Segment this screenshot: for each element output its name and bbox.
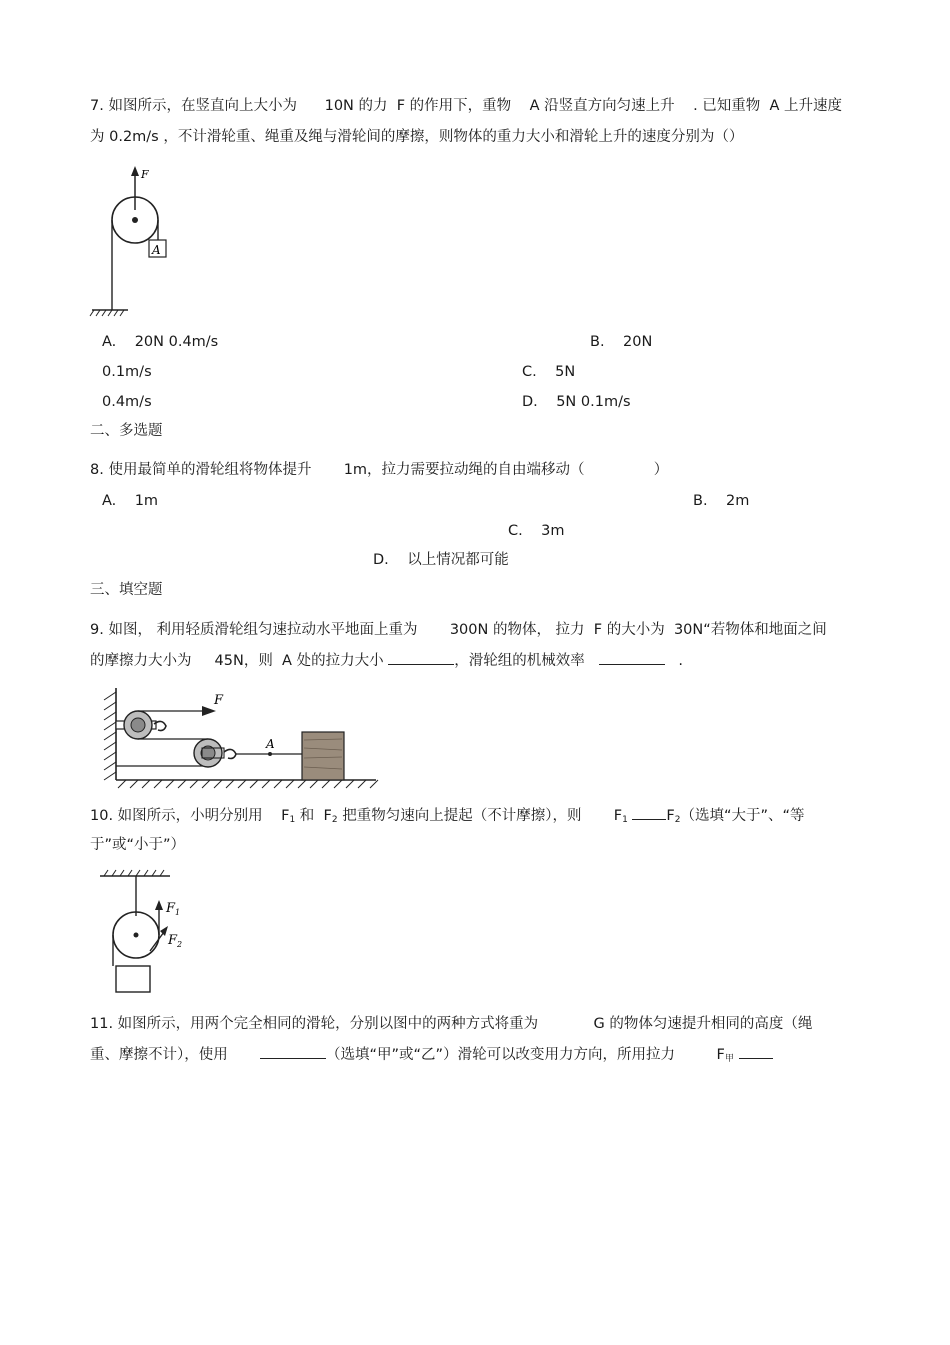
- q10-line-1: [90, 805, 805, 830]
- q7-option-b-cont: 0.1m/s: [102, 364, 152, 380]
- q7-line-2: 为 0.2m/s ，不计滑轮重、绳重及绳与滑轮间的摩擦，则物体的重力大小和滑轮上升的速度分别为（）: [90, 129, 744, 145]
- q10-f2-label: [167, 933, 182, 949]
- q9-line-2: [90, 650, 683, 671]
- q10-blank[interactable]: [632, 805, 666, 820]
- q7-figure: [88, 162, 188, 322]
- q7-force-label: F: [141, 168, 149, 181]
- q10-line-2: 于”或“小于”）: [90, 837, 186, 853]
- q10-sub-3: 1: [622, 815, 628, 825]
- q11-blank-1[interactable]: [260, 1044, 326, 1059]
- q10-f2-letter: F: [168, 933, 178, 948]
- q8-line-1: 8. 使用最简单的滑轮组将物体提升 1m，拉力需要拉动绳的自由端移动（ ）: [90, 462, 669, 478]
- q8-option-c[interactable]: C. 3m: [508, 523, 565, 539]
- q9-figure: [96, 684, 386, 794]
- q10-f2-sub: 2: [177, 940, 183, 949]
- q11-sub: 甲: [724, 1054, 734, 1064]
- q7-option-d[interactable]: D. 5N 0.1m/s: [522, 394, 631, 410]
- q9-point-a-label: A: [266, 737, 275, 751]
- q10-f1-letter: F: [166, 901, 176, 916]
- q9-blank-2[interactable]: [599, 650, 665, 665]
- q11-line-2: [90, 1044, 773, 1069]
- q10-f1-label: [165, 901, 180, 917]
- q10-sub-1: 1: [289, 815, 296, 825]
- q7-option-c[interactable]: C. 5N: [522, 364, 576, 380]
- q10-text-e: F: [666, 808, 675, 824]
- q9-force-label: F: [214, 693, 224, 708]
- q9-text-b: ，滑轮组的机械效率: [454, 653, 599, 669]
- q10-text-a: 10. 如图所示，小明分别用 F: [90, 808, 290, 824]
- q10-sub-4: 2: [674, 815, 681, 825]
- q8-option-b[interactable]: B. 2m: [693, 493, 750, 509]
- q7-option-c-cont: 0.4m/s: [102, 394, 152, 410]
- q11-text-a: 重、摩擦不计），使用: [90, 1047, 261, 1063]
- q10-text-b: 和 F: [295, 808, 332, 824]
- q11-text-b: （选填“甲”或“乙”）滑轮可以改变用力方向，所用拉力 F: [326, 1047, 725, 1063]
- q9-blank-1[interactable]: [388, 650, 454, 665]
- q7-option-a[interactable]: A. 20N 0.4m/s: [102, 334, 219, 350]
- q7-block-label: A: [152, 243, 161, 257]
- q8-option-a[interactable]: A. 1m: [102, 493, 159, 509]
- q10-figure: [96, 868, 206, 996]
- q11-blank-2[interactable]: [739, 1044, 773, 1059]
- q9-text-c: .: [664, 653, 683, 669]
- section-heading-multi-choice: 二、多选题: [90, 423, 163, 439]
- q9-text-a: 的摩擦力大小为 45N，则 A 处的拉力大小: [90, 653, 389, 669]
- q10-text-f: （选填“大于”、“等: [680, 808, 805, 824]
- q10-text-c: 把重物匀速向上提起（不计摩擦），则 F: [337, 808, 623, 824]
- q10-sub-2: 2: [331, 815, 338, 825]
- q10-f1-sub: 1: [175, 908, 181, 917]
- q7-line-1: 7. 如图所示，在竖直向上大小为 10N 的力 F 的作用下，重物 A 沿竖直方向匀速上升 . 已知重物 A 上升速度: [90, 98, 843, 114]
- q9-line-1: 9. 如图， 利用轻质滑轮组匀速拉动水平地面上重为 300N 的物体， 拉力 F 的大小为 30N“若物体和地面之间: [90, 622, 827, 638]
- q7-option-b[interactable]: B. 20N: [590, 334, 653, 350]
- q11-line-1: 11. 如图所示，用两个完全相同的滑轮，分别以图中的两种方式将重为 G 的物体匀速提升相同的高度（绳: [90, 1016, 813, 1032]
- section-heading-fill-blank: 三、填空题: [90, 582, 163, 598]
- q8-option-d[interactable]: D. 以上情况都可能: [373, 552, 509, 568]
